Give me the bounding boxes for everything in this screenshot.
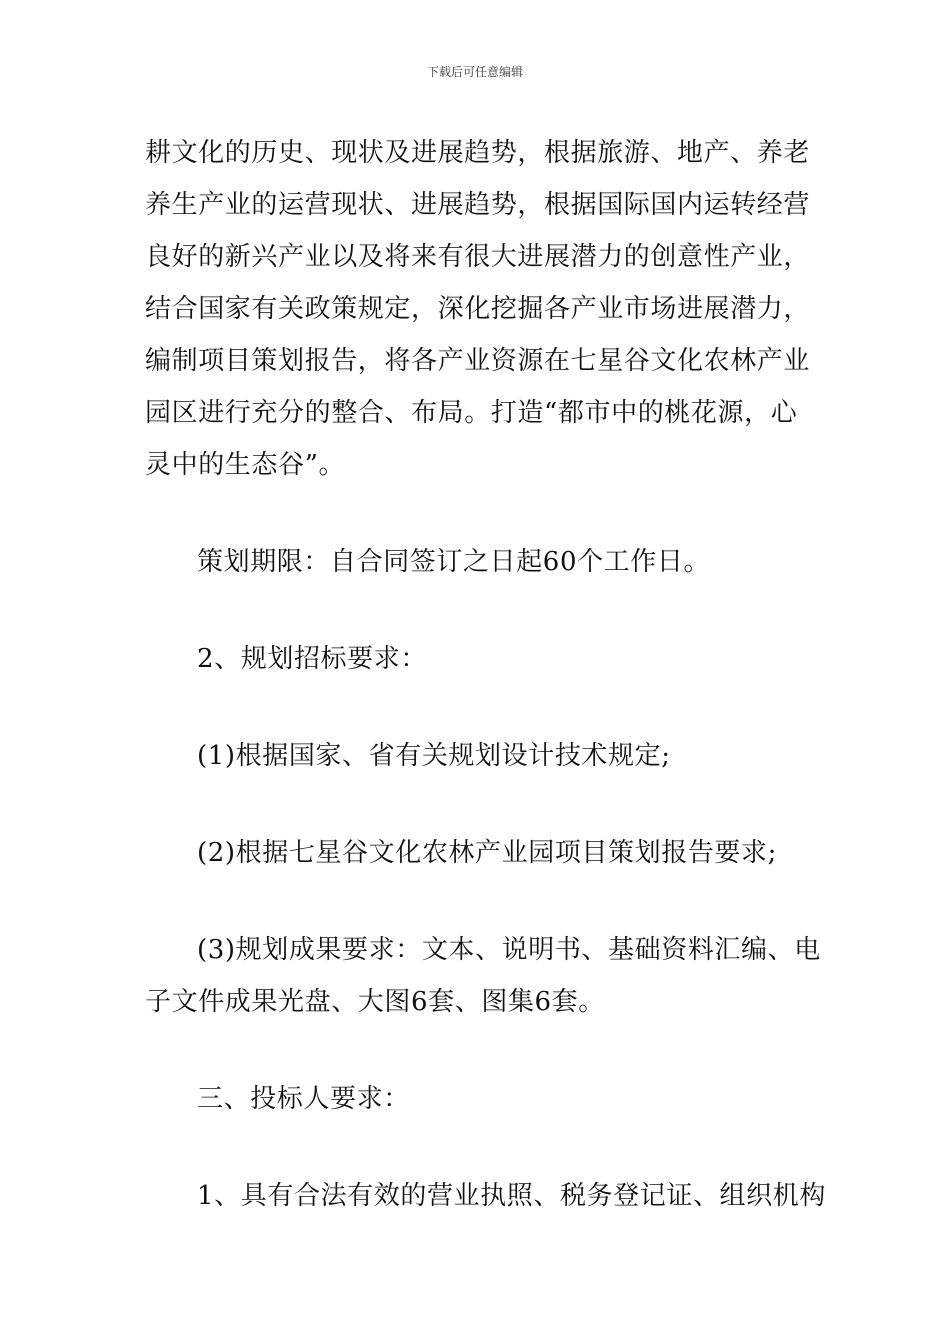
section-heading-bidder-requirements: 三、投标人要求：: [197, 1084, 410, 1114]
page-header: 下载后可任意编辑: [426, 65, 523, 79]
document-body: [145, 127, 826, 1222]
bidder-requirement-item-1: 1、具有合法有效的营业执照、税务登记证、组织机构: [197, 1181, 826, 1211]
text-line: 园区进行充分的整合、布局。打造“都市中的桃花源，心: [145, 398, 798, 428]
requirement-item-3: [145, 924, 821, 1028]
text-line: 子文件成果光盘、大图6套、图集6套。: [145, 987, 605, 1017]
text-line: (3)规划成果要求：文本、说明书、基础资料汇编、电: [197, 935, 821, 965]
text-line: 结合国家有关政策规定，深化挖掘各产业市场进展潜力，: [145, 294, 811, 324]
requirement-item-1: (1)根据国家、省有关规划设计技术规定;: [197, 741, 671, 771]
paragraph-project-scope: [145, 127, 810, 491]
planning-period: 策划期限：自合同签订之日起60个工作日。: [197, 547, 711, 577]
text-line: 良好的新兴产业以及将来有很大进展潜力的创意性产业，: [145, 242, 811, 272]
text-line: 耕文化的历史、现状及进展趋势，根据旅游、地产、养老: [145, 138, 811, 168]
text-line: 灵中的生态谷”。: [145, 450, 346, 480]
requirement-item-2: (2)根据七星谷文化农林产业园项目策划报告要求;: [197, 838, 777, 868]
text-line: 养生产业的运营现状、进展趋势，根据国际国内运转经营: [145, 190, 811, 220]
section-heading-planning-requirements: 2、规划招标要求：: [197, 644, 427, 674]
text-line: 编制项目策划报告，将各产业资源在七星谷文化农林产业: [145, 346, 811, 376]
